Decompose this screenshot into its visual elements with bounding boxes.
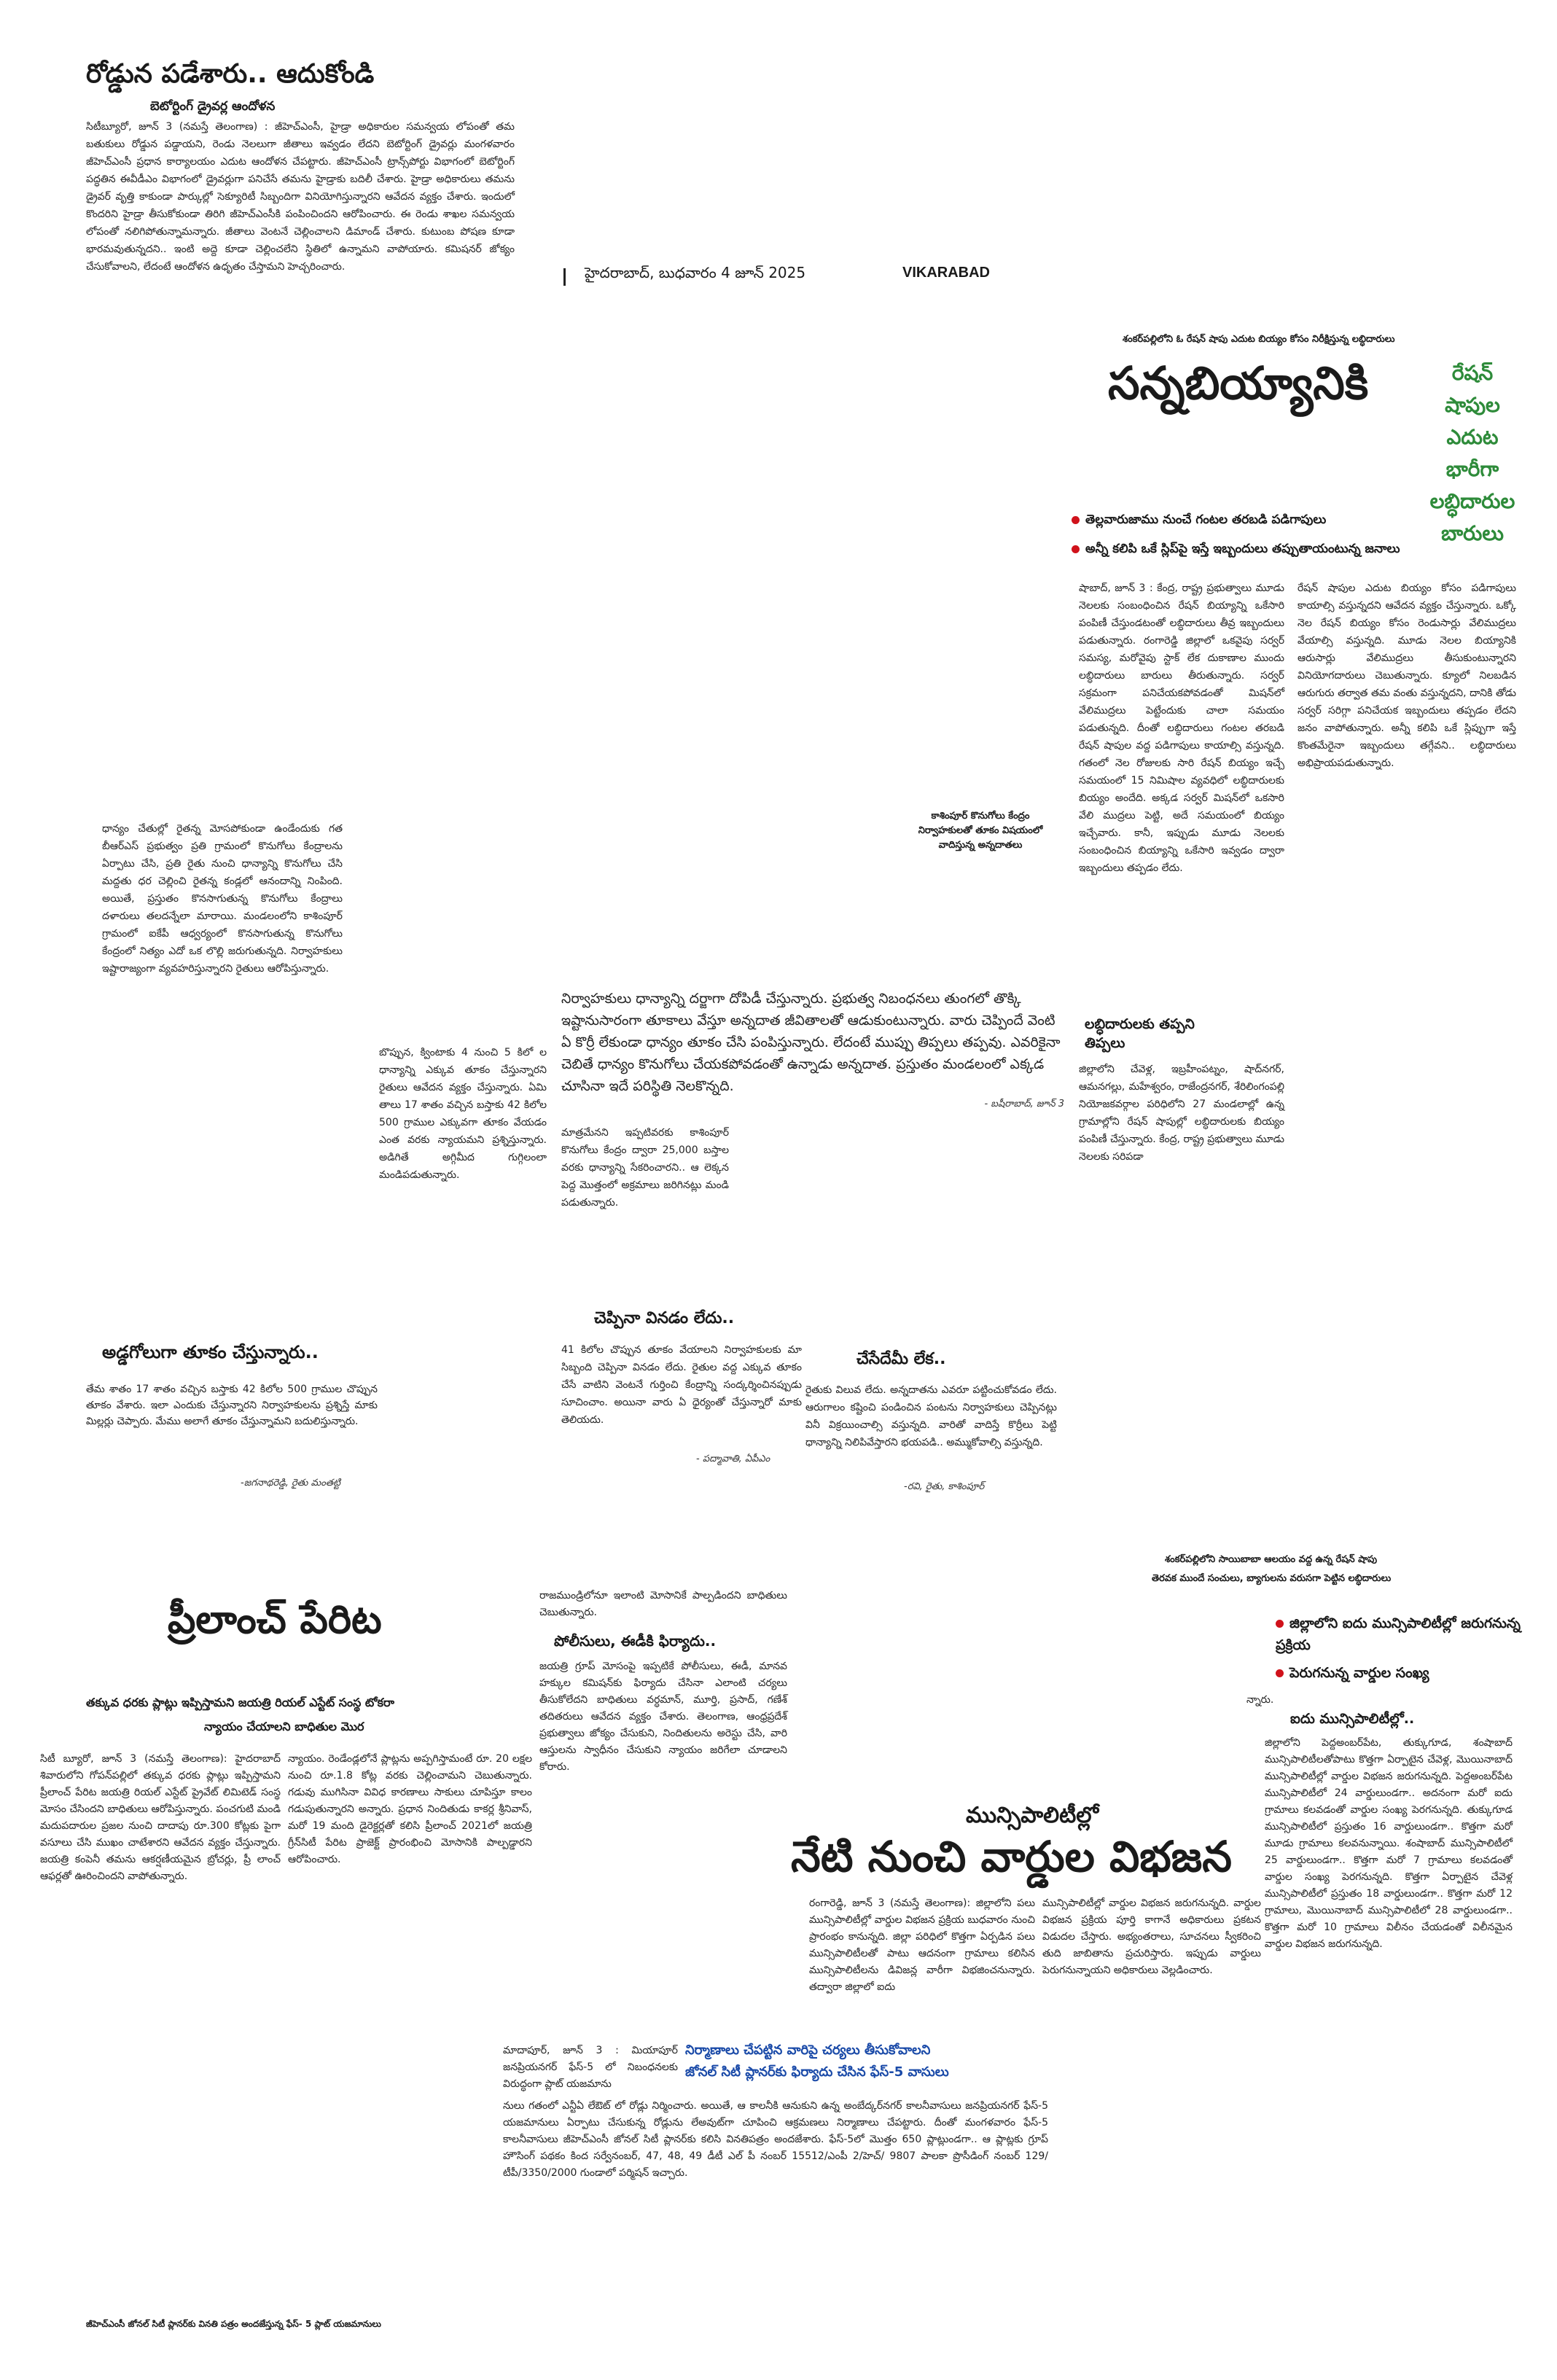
paddy-sub-left-byline: -జగనాథరెడ్డి, రైతు మంతట్టి [241,1478,340,1489]
paddy-col-a: ధాన్యం చేతుల్లో రైతన్న మోసపోకుండా ఉండేందుకు గత బీఆర్‌ఎస్ ప్రభుత్వం ప్రతి గ్రామంలో కొనుగోలు కేంద్రాలను ఏర్పాటు చేసి, ప్రతి రైతు నుంచి ధాన్యాన్ని కొనుగోలు చేసి మద్దతు ధర చెల్లించి రైతన్న కండ్లలో ఆనందాన్ని నింపింది. అయితే, ప్రస్తుతం కొనసాగుతున్న కొనుగోలు కేంద్రాలు దళారులు తలదన్నేలా మారాయి. మండలంలోని కాశింపూర్ గ్రామంలో ఐకేపీ ఆధ్వర్యంలో కొనసాగుతున్న కొనుగోలు కేంద్రంలో నిత్యం ఎదో ఒక లొల్లి జరుగుతున్నది. నిర్వాహకులు ఇష్టారాజ్యంగా వ్యవహరిస్తున్నారని రైతులు ఆరోపిస్తున్నారు. [102,823,343,975]
rice-side-word: భారీగా [1445,457,1499,481]
masthead-bar-icon [563,268,566,286]
rice-col1: షాబాద్, జూన్ 3 : కేంద్ర, రాష్ట్ర ప్రభుత్వాలు మూడు నెలలకు సంబంధించిన రేషన్ బియ్యాన్ని ఒకేసారి పంపిణీ చేస్తుండటంతో లబ్ధిదారులు తీవ్ర ఇబ్బందులు పడుతున్నారు. రంగారెడ్డి జిల్లాలో ఒకవైపు సర్వర్ సమస్య, మరోవైపు స్టాక్ లేక దుకాణాల ముందు లబ్ధిదారులు బారులు తీరుతున్నారు. సర్వర్ సక్రమంగా పనిచేయకపోవడంతో మిషన్‌లో వేలిముద్రలు పెట్టేందుకు చాలా సమయం పడుతున్నది. దీంతో లబ్ధిదారులు గంటల తరబడి రేషన్ షాపుల వద్ద పడిగాపులు కాయాల్సి వస్తున్నది. గతంలో నెల రోజులకు సారి రేషన్ బియ్యం ఇచ్చే సమయంలో 15 నిమిషాల వ్యవధిలో లబ్ధిదారులకు బియ్యం అందేది. అక్కడ సర్వర్ మిషన్‌లో ఒకసారి వేలి ముద్రలు పెట్టి, అదే సమయంలో బియ్యం ఇచ్చేవారు. కానీ, ఇప్పుడు మూడు నెలలకు సంబంధించిన బియ్యాన్ని ఒకేసారి ఇవ్వడం ద్వారా ఇబ్బందులు తప్పడం లేదు. [1079,582,1284,874]
paddy-sub-mid-byline: - పద్మావాతి, ఏపీఎం [696,1454,770,1464]
paddy-col-c: మాత్రమేనని ఇప్పటివరకు కాశింపూర్ కొనుగోలు కేంద్రం ద్వారా 25,000 బస్తాల వరకు ధాన్యాన్ని సేకరించారని.. ఆ లెక్కన పెద్ద మొత్తంలో అక్రమాలు జరిగినట్లు మండి పడుతున్నారు. [561,1127,729,1209]
bullet-icon [1276,1620,1284,1628]
paddy-sub-right: చేసేదేమీ లేక.. [856,1350,946,1368]
ration-caption-line2: తెరవక ముందే సంచులు, బ్యాగులను వరుసగా పెట్టిన లబ్ధిదారులు [1152,1573,1392,1584]
bullet-icon [1072,516,1080,524]
roads-headline: రోడ్డున పడేశారు.. ఆదుకోండి [86,59,375,89]
paddy-sub-mid-body: 41 కిలోల చొప్పున తూకం వేయాలని నిర్వాహకులకు మా సిబ్బంది చెప్పినా వినడం లేదు. రైతుల వద్ద ఎక్కువ తూకం చేసే వాటిని వెంటనే గుర్తించి కేంద్రాన్ని సంద్కర్శించినప్పుడు సూచించాం. అయినా వారు ఏ ధైర్యంతో చేస్తున్నారో మాకు తెలియదు. [561,1344,802,1426]
wards-col2: మున్సిపాలిటీల్లో వార్డుల విభజన జరుగనున్నది. వార్డుల విభజన ప్రక్రియ పూర్తి కాగానే అధికారులు ప్రకటన విడుదల చేస్తారు. అభ్యంతరాలు, సూచనలు స్వీకరించి తుది జాబితాను ప్రచురిస్తారు. ఇప్పుడు వార్డులు పెరుగనున్నాయని అధికారులు వెల్లడించారు. [1042,1897,1261,1976]
encroach-lead: మాదాపూర్, జూన్ 3 : మియాపూర్ జనప్రియనగర్ ఫేస్-5 లో నిబంధనలకు విరుద్ధంగా ప్లాట్ యజమాను [503,2045,678,2090]
encroach-body: నులు గతంలో ఎన్టీఏ లేఔట్ లో రోడ్లు నిర్మించారు. అయితే, ఆ కాలనీకి ఆనుకుని ఉన్న అంబేద్కర్‌నగర్ కాలనీవాసులు జనప్రియనగర్ ఫేస్-5 యజమానులు ఏర్పాటు చేసుకున్న రోడ్లును లేఅవుట్‌గా చూపించి ఆక్రమణలు నిర్మాణాలు చేపట్టారు. దీంతో మంగళవారం ఫేస్-5 కాలనీవాసులు జీహెచ్ఎంసీ జోనల్ సిటీ ప్లానర్‌కు కలిసి వినతిపత్రం అందజేశారు. ఫేస్-5లో మొత్తం 650 ప్లాట్లుండగా.. ఆ ప్లాట్లకు గ్రూప్ హౌసింగ్ పథకం కింద సర్వేనంబర్, 47, 48, 49 డీటీ ఎల్ పీ నంబర్ 15512/ఎంపీ 2/హెచ్/ 9807 పాలకా ప్రొసీడింగ్ నంబర్ 129/ టీపీ/3350/2000 గుండాలో పర్మిషన్ ఇచ్చారు. [503,2100,1048,2179]
pull-quote-byline: - బషీరాబాద్, జూన్ 3 [984,1099,1064,1109]
wards-side-subhead: ఐదు మున్సిపాలిటీల్లో.. [1290,1711,1415,1727]
ration-caption-line1: శంకర్‌పల్లిలోని సాయిబాబా ఆలయం వద్ద ఉన్న రేషన్ షాపు [1165,1554,1378,1565]
paddy-sub-right-byline: -రవి, రైతు, కాశింపూర్ [904,1481,985,1492]
prelaunch-col1: సిటీ బ్యూరో, జూన్ 3 (నమస్తే తెలంగాణ): హైదరాబాద్ శివారులోని గోపన్‌పల్లిలో తక్కువ ధరకు ప్లాట్లు ఇప్పిస్తామని ప్రీలాంచ్ పేరిట జయత్రి రియల్ ఎస్టేట్ ప్రైవేట్ లిమిటెడ్ సంస్థ మోసం చేసిందని బాధితులు ఆరోపిస్తున్నారు. పంచగుటి మండి మదుపదారుల ప్రజల నుంచి దాదాపు రూ.300 కోట్లకు పైగా వసూలు చేసి ముఖం చాటేశారని ఆవేదన వ్యక్తం చేస్తున్నారు. జయత్రి కంపెనీ తమను ఆకర్షణీయమైన బ్రోచర్లు, ప్రీ లాంచ్ ఆఫర్లతో ఊరించిందని వాపోతున్నారు. [40,1753,281,1882]
masthead-date: హైదరాబాద్, బుధవారం 4 జూన్ 2025 [585,264,806,281]
roads-body: సిటీబ్యూరో, జూన్ 3 (నమస్తే తెలంగాణ) : జీహెచ్ఎంసీ, హైడ్రా అధికారుల సమన్వయ లోపంతో తమ బతుకులు రోడ్డున పడ్డాయని, రెండు నెలలుగా జీతాలు ఇవ్వడం లేదని బెటోర్టింగ్ డ్రైవర్లు మంగళవారం జీహెచ్ఎంసీ ప్రధాన కార్యాలయం ఎదుట ఆందోళన చేపట్టారు. జీహెచ్ఎంసీ ట్రాన్స్‌పోర్టు విభాగంలో బెటోర్టింగ్ పద్ధతిన ఈవీడీఎం విభాగంలో డ్రైవర్లుగా పనిచేసే తమను హైడ్రాకు బదిలీ చేశారు. హైడ్రా అధికారులు తమను డ్రైవర్ వృత్తి కాకుండా పార్కుల్లో సెక్యూరిటీ సిబ్బందిగా వినియోగిస్తున్నారని ఆవేదన వ్యక్తం చేశారు. ఇందులో కొందరిని హైడ్రా తీసుకోకుండా తిరిగి జీహెచ్ఎంసీకి పంపించిందని ఆరోపించారు. ఈ రెండు శాఖల సమన్వయ లోపంతో నలిగిపోతున్నామన్నారు. జీతాలు వెంటనే చెల్లించాలని డిమాండ్ చేశారు. కుటుంబ పోషణ కూడా భారమవుతున్నదని.. ఇంటి అద్దె కూడా చెల్లించలేని స్థితిలో ఉన్నామని వాపోయారు. కమిషనర్ జోక్యం చేసుకోవాలని, లేదంటే ఆందోళన ఉధృతం చేస్తామని హెచ్చరించారు. [86,121,515,273]
rice-side-words [1421,357,1523,550]
wards-bullet: పెరుగనున్న వార్డుల సంఖ్య [1276,1662,1538,1684]
rice-headline: సన్నబియ్యానికి [1108,356,1369,410]
prelaunch-subhead2: న్యాయం చేయాలని బాధితుల మొర [204,1720,364,1733]
bullet-icon [1072,545,1080,553]
prelaunch-col2: న్యాయం. రెండేండ్లలోనే ప్లాట్లను అప్పగిస్తామంటే రూ. 20 లక్షల నుంచి రూ.1.8 కోట్ల వరకు చెల్లించామని చెబుతున్నారు. గడువు ముగిసినా వివిధ కారణాలు సాకులు చూపిస్తూ కాలం గడుపుతున్నారని అన్నారు. ప్రధాన నిందితుడు కాకర్ల శ్రీనివాస్, మరో 19 మంది డైరెక్టర్లతో కలిసి ప్రీలాంచ్ 2021లో జయత్రి గ్రీన్‌సిటీ పేరిట ప్రాజెక్ట్ ప్రారంభించి మోసానికి పాల్పడ్డారని ఆరోపించారు. [288,1753,532,1865]
encroach-photo-caption: జీహెచ్ఎంసీ జోనల్ సిటీ ప్లానర్‌కు వినతి పత్రం అందజేస్తున్న ఫేస్- 5 ప్లాట్ యజమానులు [86,2319,381,2329]
masthead-edition: VIKARABAD [902,265,990,281]
rice-col2: రేషన్ షాపుల ఎదుట బియ్యం కోసం పడిగాపులు కాయాల్సి వస్తున్నదని ఆవేదన వ్యక్తం చేస్తున్నారు. ఒక్కో నెల రేషన్ బియ్యం కోసం రెండుసార్లు వేలిముద్రలు వేయాల్సి వస్తున్నది. మూడు నెలల బియ్యానికి ఆరుసార్లు వేలిముద్రలు తీసుకుంటున్నారని వినియోగదారులు చెబుతున్నారు. క్యూలో నిలబడిన ఆరుగురు తర్వాత తమ వంతు వస్తున్నదని, దానికి తోడు సర్వర్ సరిగ్గా పనిచేయక ఇబ్బందులు తప్పడం లేదని జనం వాపోతున్నారు. అన్నీ కలిపి ఒకే స్లిప్పుగా ఇస్తే కొంతమేరైనా ఇబ్బందులు తగ్గేవని.. లబ్ధిదారులు అభిప్రాయపడుతున్నారు. [1298,582,1516,769]
prelaunch-col3: రాజముండ్రిలోనూ ఇలాంటి మోసానికే పాల్పడిందని బాధితులు చెబుతున్నారు. [539,1590,787,1618]
rice-subhead: లబ్ధిదారులకు తప్పని తిప్పలు [1085,1016,1195,1051]
paddy-sub-left: అడ్డగోలుగా తూకం చేస్తున్నారు.. [102,1342,319,1362]
wards-side-top: న్నారు. [1246,1694,1274,1706]
wards-side-body: జిల్లాలోని పెద్దఅంబర్‌పేట, తుక్కుగూడ, శంషాబాద్ మున్సిపాలిటీలతోపాటు కొత్తగా ఏర్పాటైన చేవెళ్ల, మొయినాబాద్ మున్సిపాలిటీల్లో వార్డుల విభజన జరుగనున్నది. పెద్దఅంబర్‌పేట మున్సిపాలిటీలో 24 వార్డులుండగా.. అదనంగా మరో ఐదు గ్రామాలు కలవడంతో వార్డుల సంఖ్య పెరగనున్నది. తుక్కుగూడ మున్సిపాలిటీలో ప్రస్తుతం 16 వార్డులుండగా.. కొత్తగా మరో మూడు గ్రామాలు కలవనున్నాయి. శంషాబాద్ మున్సిపాలిటీలో 25 వార్డులుండగా.. కొత్తగా మరో 7 గ్రామాలు కలవడంతో వార్డుల సంఖ్య పెరగనున్నది. కొత్తగా ఏర్పాటైన చేవెళ్ల మున్సిపాలిటీలో ప్రస్తుతం 18 వార్డులుండగా.. కొత్తగా మరో 12 గ్రామాలు, మొయినాబాద్ మున్సిపాలిటీలో 28 వార్డులుండగా.. కొత్తగా మరో 10 గ్రామాలు విలీనం చేయడంతో విలీనమైన వార్డుల విభజన జరుగనున్నది. [1265,1737,1513,1950]
paddy-sub-mid: చెప్పినా వినడం లేదు.. [594,1309,735,1327]
rice-side-word: రేషన్ [1451,361,1494,385]
rice-side-word: లబ్ధిదారుల [1429,489,1515,513]
prelaunch-subhead3: పోలీసులు, ఈడీకి ఫిర్యాదు.. [554,1632,717,1650]
prelaunch-col3b: జయత్రి గ్రూప్ మోసంపై ఇప్పటికే పోలీసులు, ఈడీ, మానవ హక్కుల కమిషన్‌కు ఫిర్యాదు చేసినా ఎలాంటి చర్యలు తీసుకోలేదని బాధితులు వర్ధమాన్, మూర్తి, ప్రసాద్, గణేశ్ తదితరులు ఆవేదన వ్యక్తం చేశారు. తెలంగాణ, ఆంధ్రప్రదేశ్ ప్రభుత్వాలు జోక్యం చేసుకుని, నిందితులను అరెస్టు చేసి, వారి ఆస్తులను స్వాధీనం చేసుకుని న్యాయం జరిగేలా చూడాలని కోరారు. [539,1661,787,1773]
roads-subhead: బెటోర్టింగ్ డ్రైవర్ల ఆందోళన [150,99,276,114]
rice-col1b: జిల్లాలోని చేవెళ్ల, ఇబ్రహీంపట్నం, షాద్‌నగర్, ఆమనగల్లు, మహేశ్వరం, రాజేంద్రనగర్, శేరిలింగంపల్లి నియోజకవర్గాల పరిధిలోని 27 మండలాల్లో ఉన్న గ్రామాల్లోని రేషన్ షాపుల్లో లబ్ధిదారులకు బియ్యం పంపిణీ చేస్తున్నారు. కేంద్ర, రాష్ట్ర ప్రభుత్వాలు మూడు నెలలకు సరిపడా [1079,1064,1284,1163]
pull-quote-text: నిర్వాహకులు ధాన్యాన్ని దర్జాగా దోపిడీ చేస్తున్నారు. ప్రభుత్వ నిబంధనలు తుంగలో తొక్కి ఇష్టానుసారంగా తూకాలు వేస్తూ అన్నదాత జీవితాలతో ఆడుకుంటున్నారు. వారు చెప్పిందే వెంటి ఏ కొర్రీ లేకుండా ధాన్యం తూకం చేసి పంపిస్తున్నారు. లేదంటే ముప్పు తిప్పలు తప్పవు. ఎవరికైనా చెబితే ధాన్యం కొనుగోలు చేయకపోవడంతో ఉన్నాడు అన్నదాత. ప్రస్తుతం మండలంలో ఎక్కడ చూసినా ఇదే పరిస్థితి నెలకొన్నది. [561,991,1061,1094]
rice-bullet: అన్నీ కలిపి ఒకే స్లిప్‌పై ఇస్తే ఇబ్బందులు తప్పుతాయంటున్న జనాలు [1072,539,1480,558]
rice-kicker: శంకర్‌పల్లిలోని ఓ రేషన్ షాపు ఎదుట బియ్యం కోసం నిరీక్షిస్తున్న లబ్ధిదారులు [1123,334,1395,345]
paddy-sub-left-body: తేమ శాతం 17 శాతం వచ్చిన బస్తాకు 42 కిలోల 500 గ్రాముల చొప్పున తూకం వేశారు. ఇలా ఎందుకు చేస్తున్నారని నిర్వాహకులను ప్రశ్నిస్తే మాకు మిల్లర్లు చెప్పారు. మేము అలాగే తూకం చేస్తున్నామని బదులిస్తున్నారు. [86,1384,378,1427]
encroach-headline-1: నిర్మాణాలు చేపట్టిన వారిపై చర్యలు తీసుకోవాలని [685,2042,931,2058]
wards-headline: నేటి నుంచి వార్డుల విభజన [791,1832,1232,1881]
rice-side-word: ఎదుట [1446,425,1499,449]
wards-kicker: మున్సిపాలిటీల్లో [966,1803,1099,1828]
paddy-photo-caption: కాశింపూర్ కొనుగోలు కేంద్రం నిర్వాహకులతో తూకం విషయంలో వాదిస్తున్న అన్నదాతలు [918,811,1043,851]
rice-side-word: షాపుల [1445,393,1500,417]
prelaunch-subhead: తక్కువ ధరకు ప్లాట్లు ఇప్పిస్తామని జయత్రి రియల్ ఎస్టేట్ సంస్థ టోకరా [86,1696,394,1709]
paddy-pull-quote [561,988,1064,1112]
rice-side-word: బారులు [1441,521,1504,545]
paddy-sub-right-body: రైతుకు విలువ లేదు. అన్నదాతను ఎవరూ పట్టించుకోవడం లేదు. ఆరుగాలం కష్టించి పండించిన పంటను నిర్వాహకులు చెప్పినట్లు వినీ విక్రయించాల్సి వస్తున్నది. వారితో వాదిస్తే కొర్రీలు పెట్టి ధాన్యాన్ని నిలిపివేస్తారని భయపడి.. అమ్ముకోవాల్సి వస్తున్నది. [805,1384,1057,1448]
paddy-col-b: బొప్పున, క్వింటాకు 4 నుంచి 5 కిలో ల ధాన్యాన్ని ఎక్కువ తూకం చేస్తున్నారని రైతులు ఆవేదన వ్యక్తం చేస్తున్నారు. ఏమి తాలు 17 శాతం వచ్చిన బస్తాకు 42 కిలోల 500 గ్రాముల ఎక్కువగా తూకం వేయడం ఎంత వరకు న్యాయమని ప్రశ్నిస్తున్నారు. అడిగితే అగ్గిమీద గుగ్గిలంలా మండిపడుతున్నారు. [379,1047,547,1181]
bullet-icon [1276,1669,1284,1677]
prelaunch-headline: ప్రీలాంచ్ పేరిట [168,1596,382,1642]
wards-bullet: జిల్లాలోని ఐదు మున్సిపాలిటీల్లో జరుగనున్న ప్రక్రియ [1276,1615,1521,1653]
rice-bullet: తెల్లవారుజాము నుంచే గంటల తరబడి పడిగాపులు [1072,510,1414,529]
encroach-headline-2: జోనల్ సిటీ ప్లానర్‌కు ఫిర్యాదు చేసిన ఫేస్-5 వాసులు [685,2064,949,2080]
wards-col1: రంగారెడ్డి, జూన్ 3 (నమస్తే తెలంగాణ): జిల్లాలోని పలు మున్సిపాలిటీల్లో వార్డుల విభజన ప్రక్రియ బుధవారం నుంచి ప్రారంభం కానున్నది. జిల్లా పరిధిలో కొత్తగా ఏర్పడిన పలు మున్సిపాలిటీలతో పాటు ఆదనంగా గ్రామాలు కలిసిన మున్సిపాలిటీలను డివిజన్ల వారీగా విభజించనున్నారు. తద్వారా జిల్లాలో ఐదు [809,1897,1035,1993]
